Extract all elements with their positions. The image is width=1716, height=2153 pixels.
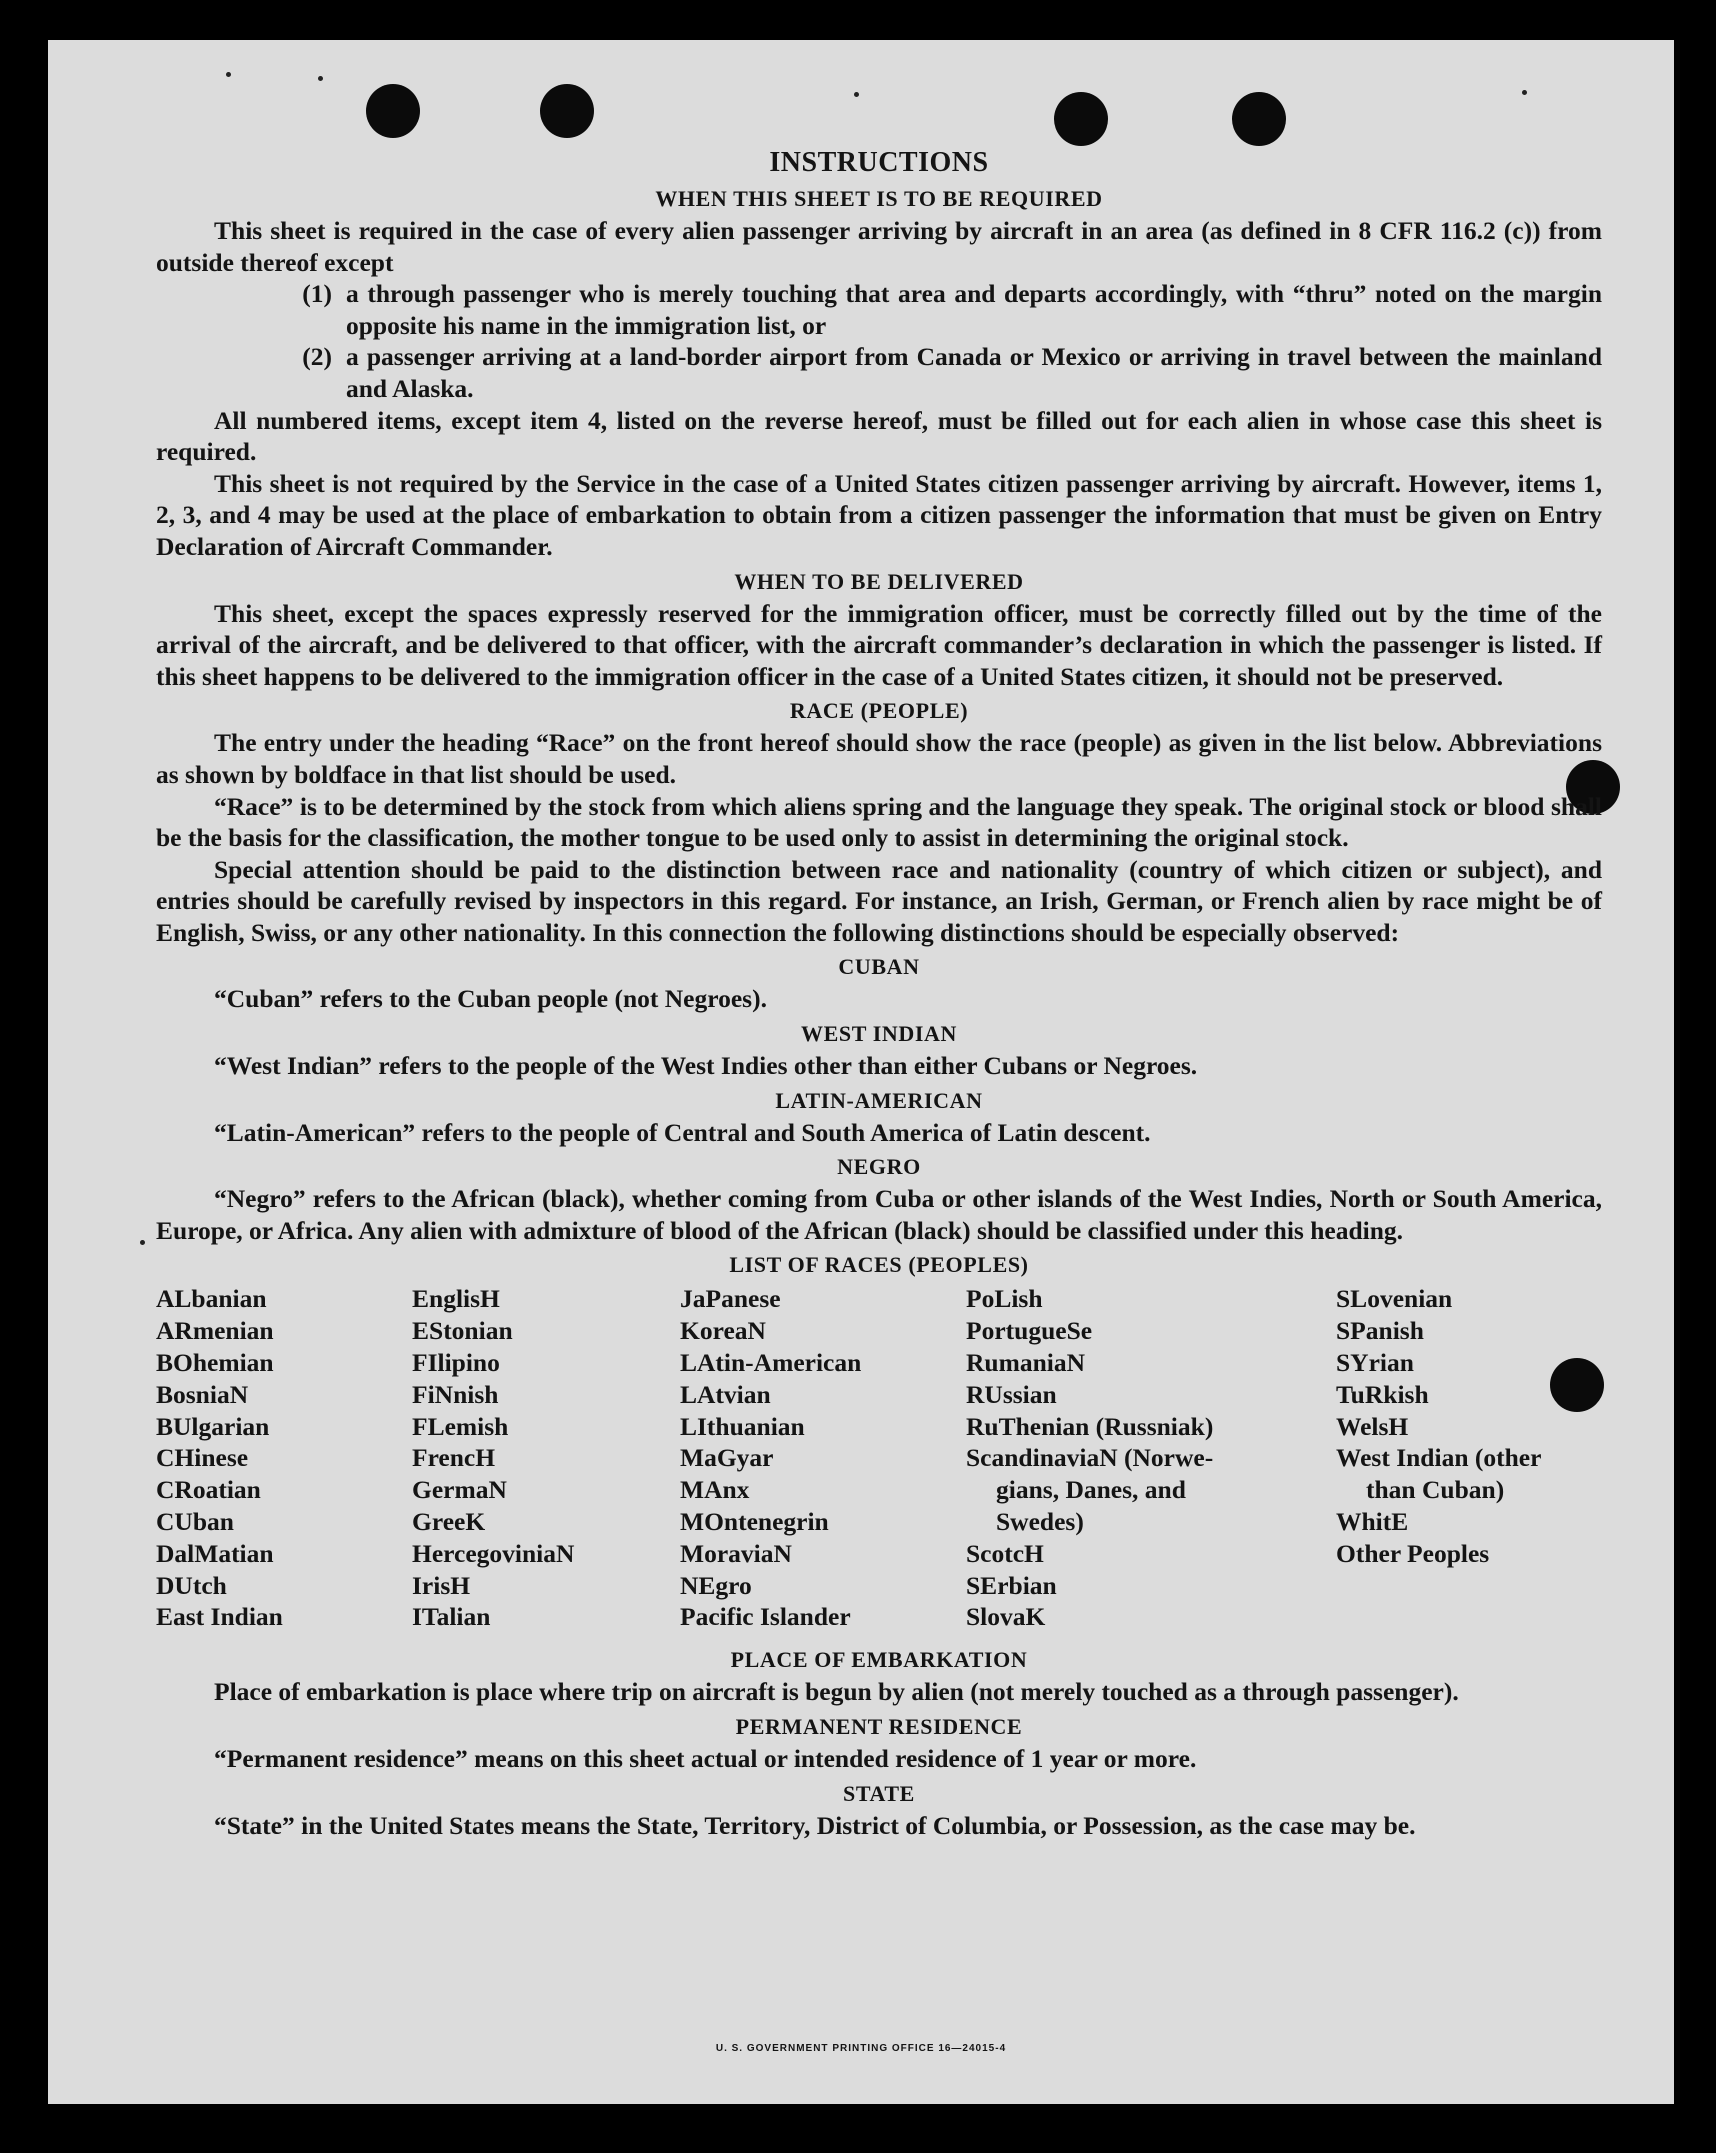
race-item: SLovenian <box>1336 1284 1453 1314</box>
race-item: BUlgarian <box>156 1411 270 1441</box>
race-item: Swedes) <box>996 1507 1084 1537</box>
race-item: DUtch <box>156 1570 227 1600</box>
race-column <box>1336 1283 1541 1569</box>
required-p3: This sheet is not required by the Service in the case of a United States citizen passenger arriving by aircraft. However, items 1, 2, 3, and 4 may be used at the place of embarkation to obtain from a citizen passenger the information that must be given on Entry Declaration of Aircraft Commander. <box>156 468 1602 561</box>
race-list <box>156 1283 1602 1641</box>
race-item: ARmenian <box>156 1316 274 1346</box>
race-item: CHinese <box>156 1443 249 1473</box>
embarkation-text: Place of embarkation is place where trip on aircraft is begun by alien (not merely touched as a through passenger). <box>214 1677 1459 1707</box>
race-item: RuThenian (Russniak) <box>966 1411 1214 1441</box>
residence-text: “Permanent residence” means on this sheet actual or intended residence of 1 year or more. <box>214 1744 1197 1774</box>
item-number: (2) <box>302 342 332 372</box>
section-heading-residence: PERMANENT RESIDENCE <box>735 1714 1023 1740</box>
section-heading-embarkation: PLACE OF EMBARKATION <box>730 1647 1028 1673</box>
punch-hole <box>1232 92 1286 146</box>
race-item: SlovaK <box>966 1602 1046 1632</box>
section-heading-west-indian: WEST INDIAN <box>801 1021 957 1047</box>
race-item: PoLish <box>966 1284 1043 1314</box>
speck <box>140 1240 145 1245</box>
race-item: GreeK <box>412 1507 486 1537</box>
item-text: a passenger arriving at a land-border airport from Canada or Mexico or arriving in travel between the mainland and Alaska. <box>346 342 1602 403</box>
speck <box>318 76 323 81</box>
race-column <box>680 1283 861 1633</box>
race-item: WelsH <box>1336 1411 1409 1441</box>
race-item: MAnx <box>680 1475 750 1505</box>
page-title: INSTRUCTIONS <box>769 147 989 178</box>
delivered-p1: This sheet, except the spaces expressly reserved for the immigration officer, must be correctly filled out by the time of the arrival of the aircraft, and be delivered to that officer, with the aircraft commander’s declaration in which the passenger is listed. If this sheet happens to be delivered to the immigration officer in the case of a United States citizen, it should not be preserved. <box>156 598 1602 691</box>
speck <box>226 72 231 77</box>
race-item: MaGyar <box>680 1443 774 1473</box>
negro-text: “Negro” refers to the African (black), whether coming from Cuba or other islands of the West Indies, North or South America, Europe, or Africa. Any alien with admixture of blood of the African (black) should be classified under this heading. <box>156 1184 1602 1245</box>
race-item: FrencH <box>412 1443 496 1473</box>
race-column <box>966 1283 1213 1633</box>
race-item: NEgro <box>680 1570 752 1600</box>
race-item: West Indian (other <box>1336 1443 1542 1473</box>
race-p3: Special attention should be paid to the distinction between race and nationality (country of which citizen or subject), and entries should be carefully revised by inspectors in this regard. For instance, an Irish, German, or French alien by race might be of English, Swiss, or any other nationality. In this connection the following distinctions should be especially observed: <box>156 854 1602 947</box>
race-column <box>156 1283 283 1633</box>
race-item: Pacific Islander <box>680 1602 851 1632</box>
race-item: gians, Danes, and <box>996 1475 1186 1505</box>
section-heading-race: RACE (PEOPLE) <box>789 698 969 724</box>
cuban-text: “Cuban” refers to the Cuban people (not Negroes). <box>214 984 767 1014</box>
required-intro: This sheet is required in the case of every alien passenger arriving by aircraft in an area (as defined in 8 CFR 116.2 (c)) from outside thereof except <box>156 216 1602 277</box>
race-item: ITalian <box>412 1602 491 1632</box>
section-heading-state: STATE <box>843 1780 915 1806</box>
item-number: (1) <box>302 279 332 309</box>
race-item: Other Peoples <box>1336 1538 1490 1568</box>
race-item: DalMatian <box>156 1538 274 1568</box>
required-p2: All numbered items, except item 4, listed on the reverse hereof, must be filled out for each alien in whose case this sheet is required. <box>156 405 1602 467</box>
race-item: than Cuban) <box>1366 1475 1505 1505</box>
race-item: ALbanian <box>156 1284 267 1314</box>
race-item: CRoatian <box>156 1475 261 1505</box>
latin-text: “Latin-American” refers to the people of Central and South America of Latin descent. <box>214 1117 1151 1147</box>
race-item: ScotcH <box>966 1538 1044 1568</box>
race-item: MOntenegrin <box>680 1507 829 1537</box>
west-indian-text: “West Indian” refers to the people of the West Indies other than either Cubans or Negroes. <box>214 1051 1198 1081</box>
race-item: LAtin-American <box>680 1348 862 1378</box>
race-item: JaPanese <box>680 1284 781 1314</box>
race-item: MoraviaN <box>680 1538 792 1568</box>
race-item: RUssian <box>966 1379 1057 1409</box>
race-item: CUban <box>156 1507 234 1537</box>
state-text: “State” in the United States means the State, Territory, District of Columbia, or Possession, as the case may be. <box>214 1810 1416 1840</box>
race-item: IrisH <box>412 1570 471 1600</box>
race-item: LAtvian <box>680 1379 771 1409</box>
section-heading-cuban: CUBAN <box>838 954 920 980</box>
race-item: WhitE <box>1336 1507 1409 1537</box>
race-p1: The entry under the heading “Race” on the front hereof should show the race (people) as given in the list below. Abbreviations as shown by boldface in that list should be used. <box>156 728 1602 789</box>
punch-hole <box>1054 92 1108 146</box>
exception-item <box>156 341 1602 404</box>
punch-hole <box>540 84 594 138</box>
race-item: LIthuanian <box>680 1411 805 1441</box>
printing-office-footer: U. S. GOVERNMENT PRINTING OFFICE 16—24015-4 <box>715 2043 1007 2054</box>
race-column <box>412 1283 574 1633</box>
race-item: RumaniaN <box>966 1348 1086 1378</box>
document-page <box>48 40 1674 2104</box>
race-item: TuRkish <box>1336 1379 1429 1409</box>
section-heading-negro: NEGRO <box>837 1154 921 1180</box>
speck <box>1522 90 1527 95</box>
race-item: SPanish <box>1336 1316 1424 1346</box>
race-item: East Indian <box>156 1602 283 1632</box>
race-item: EStonian <box>412 1316 513 1346</box>
punch-hole <box>366 84 420 138</box>
race-item: SErbian <box>966 1570 1057 1600</box>
item-text: a through passenger who is merely touching that area and departs accordingly, with “thru” noted on the margin opposite his name in the immigration list, or <box>346 279 1602 340</box>
race-item: HercegoviniaN <box>412 1538 575 1568</box>
speck <box>854 92 859 97</box>
race-p2: “Race” is to be determined by the stock from which aliens spring and the language they speak. The original stock or blood shall be the basis for the classification, the mother tongue to be used only to assist in determining the original stock. <box>156 791 1602 853</box>
race-item: FIlipino <box>412 1348 500 1378</box>
race-item: ScandinaviaN (Norwe- <box>966 1443 1214 1473</box>
race-item: PortugueSe <box>966 1316 1093 1346</box>
race-item: FiNnish <box>412 1379 499 1409</box>
race-item: FLemish <box>412 1411 509 1441</box>
race-item: BOhemian <box>156 1348 274 1378</box>
section-heading-latin: LATIN-AMERICAN <box>775 1087 983 1113</box>
race-item: EnglisH <box>412 1284 500 1314</box>
race-item: KoreaN <box>680 1316 766 1346</box>
section-heading-required: WHEN THIS SHEET IS TO BE REQUIRED <box>655 186 1103 211</box>
instructions-body <box>156 146 1602 1841</box>
race-item: GermaN <box>412 1475 507 1505</box>
race-item: SYrian <box>1336 1348 1414 1378</box>
race-item: BosniaN <box>156 1379 249 1409</box>
exception-item <box>156 278 1602 341</box>
section-heading-delivered: WHEN TO BE DELIVERED <box>734 568 1024 594</box>
section-heading-list: LIST OF RACES (PEOPLES) <box>729 1252 1029 1278</box>
